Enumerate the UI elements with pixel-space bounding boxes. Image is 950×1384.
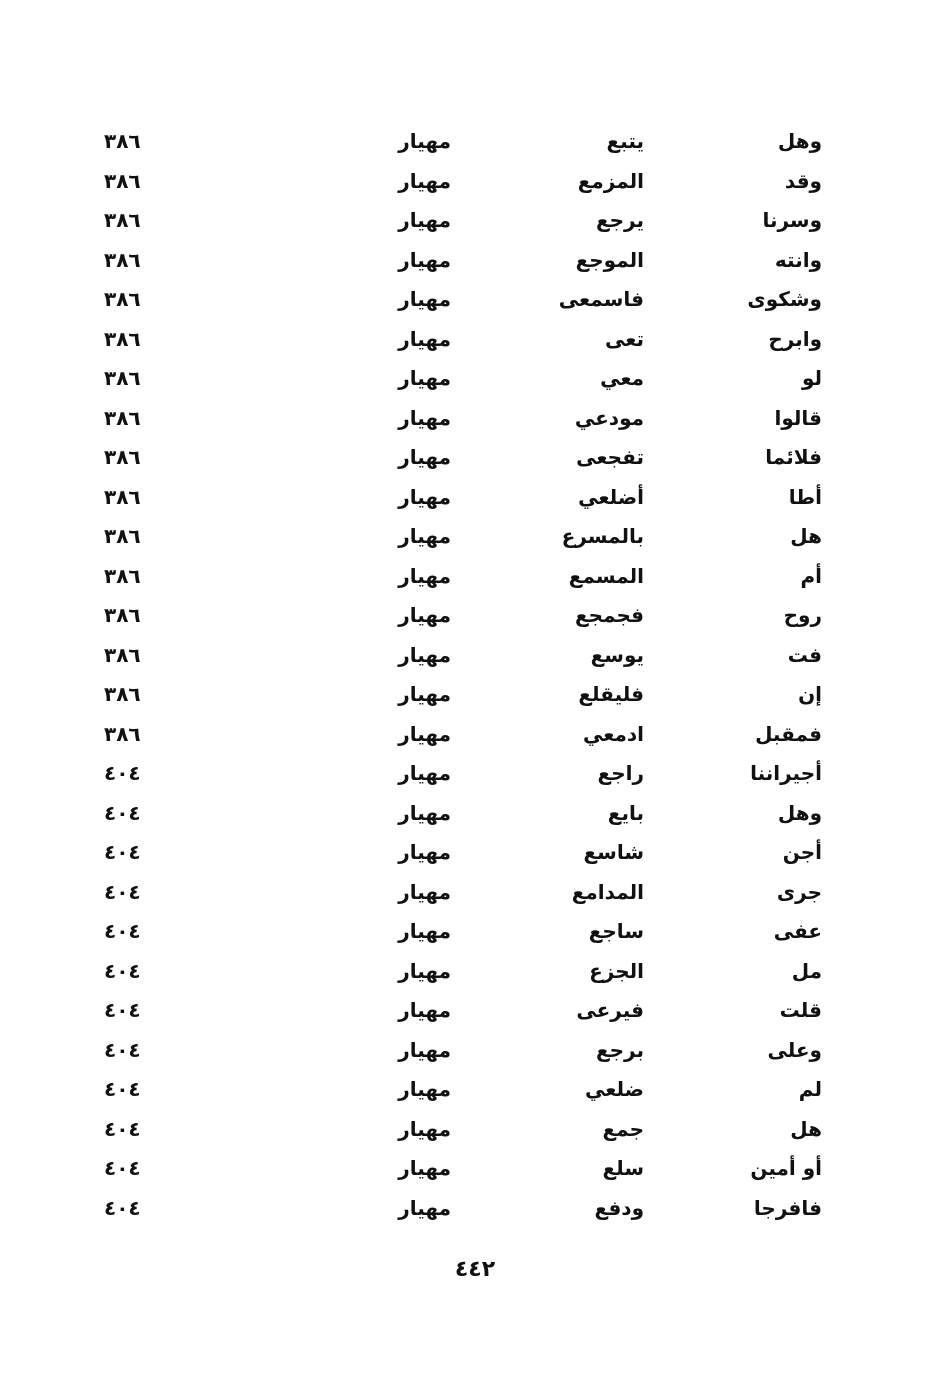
table-row [0, 675, 950, 715]
rhyme-word-cell: الجزع [589, 958, 644, 983]
first-word-cell: جرى [776, 879, 822, 904]
poet-name-cell: مهيار [398, 287, 451, 311]
first-word-cell: أجيراننا [750, 761, 822, 785]
poet-name-cell: مهيار [398, 682, 451, 706]
rhyme-word-cell: فاسمعى [558, 287, 644, 311]
poet-name-cell: مهيار [398, 484, 451, 509]
poet-name-cell: مهيار [398, 1037, 451, 1062]
first-word-cell: فمقبل [755, 721, 822, 746]
rhyme-word-cell: فليقلع [578, 682, 644, 706]
poet-name-cell: مهيار [398, 840, 451, 864]
poet-name-cell: مهيار [398, 1116, 451, 1141]
first-word-cell: فافرجا [753, 1195, 822, 1220]
poet-name-cell: مهيار [398, 445, 451, 469]
page-ref-cell: ٣٨٦ [104, 208, 141, 232]
first-word-cell: فت [787, 642, 822, 667]
page-ref-cell: ٣٨٦ [104, 603, 141, 627]
page-ref-cell: ٤٠٤ [104, 1037, 141, 1062]
rhyme-word-cell: مودعي [574, 405, 644, 430]
poet-name-cell: مهيار [398, 366, 451, 390]
poet-name-cell: مهيار [398, 958, 451, 983]
page-ref-cell: ٤٠٤ [104, 1077, 141, 1101]
table-row [0, 241, 950, 281]
page-ref-cell: ٣٨٦ [104, 484, 141, 509]
rhyme-word-cell: يرجع [595, 208, 644, 232]
page-ref-cell: ٣٨٦ [104, 326, 141, 351]
poet-name-cell: مهيار [398, 800, 451, 825]
poet-name-cell: مهيار [398, 603, 451, 627]
table-row [0, 122, 950, 162]
poet-name-cell: مهيار [398, 998, 451, 1022]
page-ref-cell: ٣٨٦ [104, 721, 141, 746]
table-row [0, 1189, 950, 1229]
table-row [0, 912, 950, 952]
table-row [0, 320, 950, 360]
first-word-cell: لو [801, 366, 822, 390]
table-row [0, 1070, 950, 1110]
table-row [0, 162, 950, 202]
rhyme-word-cell: الموجع [575, 247, 644, 272]
poet-name-cell: مهيار [398, 761, 451, 785]
rhyme-word-cell: تعى [604, 326, 644, 351]
poet-name-cell: مهيار [398, 405, 451, 430]
page-ref-cell: ٤٠٤ [104, 761, 141, 785]
page-ref-cell: ٣٨٦ [104, 366, 141, 390]
page-ref-cell: ٣٨٦ [104, 563, 141, 588]
table-row [0, 1031, 950, 1071]
rhyme-word-cell: تفجعى [576, 445, 644, 469]
page-ref-cell: ٣٨٦ [104, 405, 141, 430]
first-word-cell: أطا [788, 484, 822, 509]
rhyme-word-cell: ساجع [588, 919, 644, 943]
first-word-cell: عفى [773, 919, 822, 943]
page-ref-cell: ٤٠٤ [104, 958, 141, 983]
rhyme-word-cell: شاسع [583, 840, 644, 864]
page-ref-cell: ٤٠٤ [104, 919, 141, 943]
table-row [0, 517, 950, 557]
page-ref-cell: ٤٠٤ [104, 840, 141, 864]
first-word-cell: إن [798, 682, 822, 706]
first-word-cell: وشكوى [747, 287, 822, 311]
table-row [0, 201, 950, 241]
page-number: ٤٤٢ [454, 1257, 496, 1282]
table-row [0, 478, 950, 518]
rhyme-word-cell: فجمجع [575, 603, 644, 627]
rhyme-word-cell: برجع [595, 1037, 644, 1062]
table-row [0, 715, 950, 755]
page-ref-cell: ٤٠٤ [104, 800, 141, 825]
first-word-cell: وسرنا [762, 208, 822, 232]
table-row [0, 596, 950, 636]
page-ref-cell: ٣٨٦ [104, 129, 141, 153]
page-ref-cell: ٤٠٤ [104, 1195, 141, 1220]
table-row [0, 833, 950, 873]
rhyme-word-cell: بالمسرع [561, 524, 644, 548]
poet-name-cell: مهيار [398, 247, 451, 272]
rhyme-word-cell: يوسع [590, 642, 644, 667]
page-ref-cell: ٣٨٦ [104, 682, 141, 706]
poet-name-cell: مهيار [398, 524, 451, 548]
page-ref-cell: ٣٨٦ [104, 524, 141, 548]
first-word-cell: وابرح [768, 326, 822, 351]
first-word-cell: روح [783, 603, 822, 627]
page-ref-cell: ٤٠٤ [104, 879, 141, 904]
first-word-cell: أجن [782, 840, 822, 864]
rhyme-word-cell: معي [600, 366, 644, 390]
first-word-cell: قالوا [774, 405, 822, 430]
table-row [0, 359, 950, 399]
poet-name-cell: مهيار [398, 1156, 451, 1180]
table-row [0, 873, 950, 913]
poet-name-cell: مهيار [398, 563, 451, 588]
rhyme-word-cell: المزمع [577, 168, 644, 193]
rhyme-word-cell: ودفع [594, 1195, 644, 1220]
table-row [0, 1149, 950, 1189]
first-word-cell: وقد [784, 168, 822, 193]
poet-name-cell: مهيار [398, 919, 451, 943]
rhyme-word-cell: جمع [602, 1116, 644, 1141]
first-word-cell: وعلى [767, 1037, 822, 1062]
poet-name-cell: مهيار [398, 1077, 451, 1101]
table-row [0, 280, 950, 320]
table-row [0, 399, 950, 439]
page-ref-cell: ٤٠٤ [104, 1116, 141, 1141]
rhyme-word-cell: راجع [597, 761, 644, 785]
poet-name-cell: مهيار [398, 326, 451, 351]
rhyme-word-cell: المسمع [568, 563, 644, 588]
first-word-cell: أم [800, 563, 822, 588]
rhyme-word-cell: أضلعي [578, 484, 644, 509]
rhyme-word-cell: فيرعى [576, 998, 644, 1022]
poet-name-cell: مهيار [398, 1195, 451, 1220]
table-row [0, 636, 950, 676]
first-word-cell: هل [790, 524, 822, 548]
page-ref-cell: ٣٨٦ [104, 247, 141, 272]
table-row [0, 991, 950, 1031]
rhyme-word-cell: ضلعي [584, 1077, 644, 1101]
table-row [0, 794, 950, 834]
first-word-cell: وهل [777, 129, 822, 153]
rhyme-word-cell: ادمعي [582, 721, 644, 746]
page-ref-cell: ٣٨٦ [104, 168, 141, 193]
page-ref-cell: ٤٠٤ [104, 998, 141, 1022]
first-word-cell: لم [798, 1077, 822, 1101]
table-row [0, 952, 950, 992]
first-word-cell: قلت [779, 998, 822, 1022]
first-word-cell: فلائما [765, 445, 822, 469]
page-ref-cell: ٤٠٤ [104, 1156, 141, 1180]
rhyme-word-cell: سلع [602, 1156, 644, 1180]
page-ref-cell: ٣٨٦ [104, 287, 141, 311]
poet-name-cell: مهيار [398, 879, 451, 904]
first-word-cell: وهل [777, 800, 822, 825]
rhyme-word-cell: يتبع [606, 129, 644, 153]
page-ref-cell: ٣٨٦ [104, 445, 141, 469]
table-row [0, 754, 950, 794]
poet-name-cell: مهيار [398, 208, 451, 232]
poet-name-cell: مهيار [398, 168, 451, 193]
rhyme-word-cell: بايع [607, 800, 644, 825]
rhyme-word-cell: المدامع [571, 879, 644, 904]
first-word-cell: هل [790, 1116, 822, 1141]
page-ref-cell: ٣٨٦ [104, 642, 141, 667]
first-word-cell: أو أمين [750, 1156, 822, 1180]
poet-name-cell: مهيار [398, 721, 451, 746]
poet-name-cell: مهيار [398, 129, 451, 153]
table-row [0, 438, 950, 478]
index-table [0, 122, 950, 1228]
table-row [0, 557, 950, 597]
poet-name-cell: مهيار [398, 642, 451, 667]
first-word-cell: مل [791, 958, 822, 983]
table-row [0, 1110, 950, 1150]
first-word-cell: وانته [774, 247, 822, 272]
